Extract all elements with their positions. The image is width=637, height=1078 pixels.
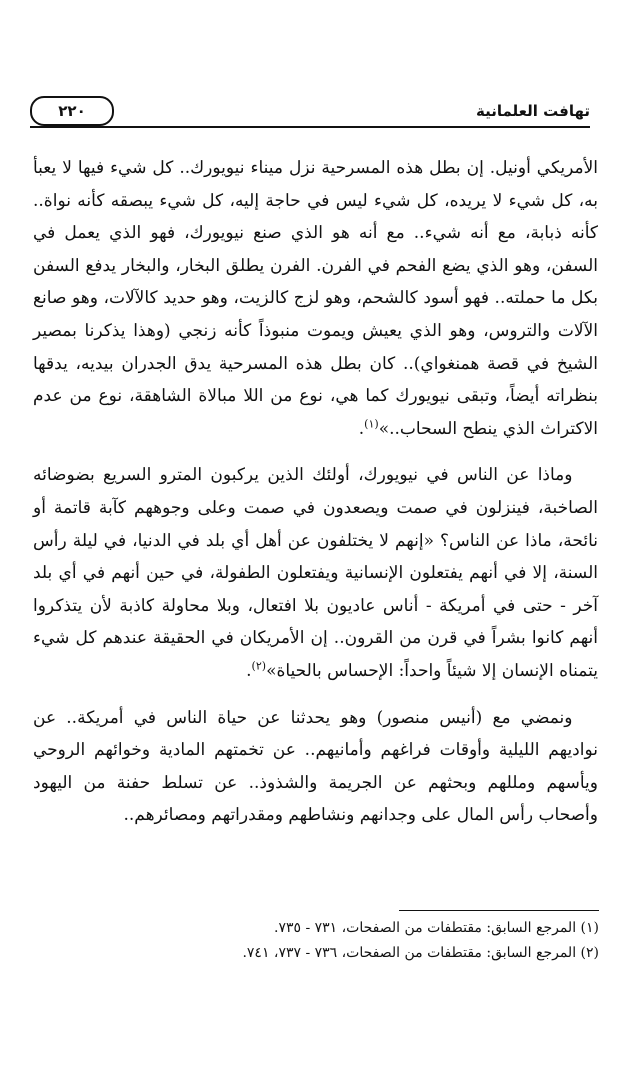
running-title: تهافت العلمانية — [476, 102, 590, 120]
footnote-2: (٢) المرجع السابق: مقتطفات من الصفحات، ٧٣٦ - ٧٣٧، ٧٤١. — [242, 945, 599, 961]
paragraph-3 — [33, 702, 598, 832]
footnotes — [34, 916, 599, 966]
footnote-ref-2: (٢) — [251, 659, 267, 673]
footnote-separator — [399, 910, 599, 911]
paragraph-text: ونمضي مع (أنيس منصور) وهو يحدثنا عن حياة الناس في أمريكة.. عن نواديهم الليلية وأوقات فراغهم وأمانيهم.. عن تخمتهم المادية وخوائهم الروحي ويأسهم ومللهم وبحثهم عن الجريمة والشذوذ.. عن تسلط حفنة من اليهود وأصحاب رأس المال على وجدانهم ونشاطهم ومقدراتهم ومصائرهم.. — [33, 707, 598, 826]
paragraph-1 — [33, 152, 598, 445]
page-number: ٢٢٠ — [30, 96, 114, 126]
paragraph-end: . — [358, 418, 365, 439]
header-rule — [30, 126, 590, 128]
main-text — [33, 152, 598, 846]
paragraph-text: وماذا عن الناس في نيويورك، أولئك الذين يركبون المترو السريع بضوضائه الصاخبة، فينزلون في صمت ويصعدون في صمت وعلى وجوههم كآبة قاتمة أو نائحة، ماذا عن الناس؟ «إنهم لا يختلفون عن أهل أي بلد في الدنيا، في ليلة رأس السنة، إلا في أنهم يفتعلون الإنسانية ويفتعلون الطفولة، في حين أنهم في أي بلد آخر - حتى في أمريكة - أناس عاديون بلا افتعال، وبلا محاولة كاذبة لأن يتذكروا أنهم كانوا بشراً في قرن من القرون.. إن الأمريكان في الحقيقة عندهم كل شيء يتمناه الإنسان إلا شيئاً واحداً: الإحساس بالحياة» — [33, 465, 598, 681]
paragraph-text: الأمريكي أونيل. إن بطل هذه المسرحية نزل ميناء نيويورك.. كل شيء فيها لا يعبأ به، كل شيء لا يريده، كل شيء ليس في حاجة إليه، كل شيء يبصقه كأنه نواة.. كأنه ذبابة، مع أنه شيء.. مع أنه هو الذي صنع نيويورك، فهو الذي يعمل في السفن، وهو الذي يضع الفحم في الفرن. الفرن يطلق البخار، والبخار يدفع السفن بكل ما حملته.. فهو أسود كالشحم، وهو لزج كالزيت، وهو حديد كالآلات، وهو صانع الآلات والتروس، وهو الذي يعيش ويموت منبوذاً كأنه زنجي (وهذا يذكرنا بمصير الشيخ في قصة همنغواي).. كان بطل هذه المسرحية يدق الجدران بيديه، يدقها بنظراته أيضاً، وتبقى نيويورك كما هي، نوع من اللا مبالاة الشاهقة، نوع من عدم الاكتراث الذي ينطح السحاب..» — [33, 158, 598, 439]
paragraph-2 — [33, 459, 598, 687]
footnote-ref-1: (١) — [364, 417, 379, 431]
paragraph-end: . — [246, 660, 252, 681]
footnote-1: (١) المرجع السابق: مقتطفات من الصفحات، ٧٣١ - ٧٣٥. — [273, 920, 599, 936]
page-header — [30, 92, 590, 132]
